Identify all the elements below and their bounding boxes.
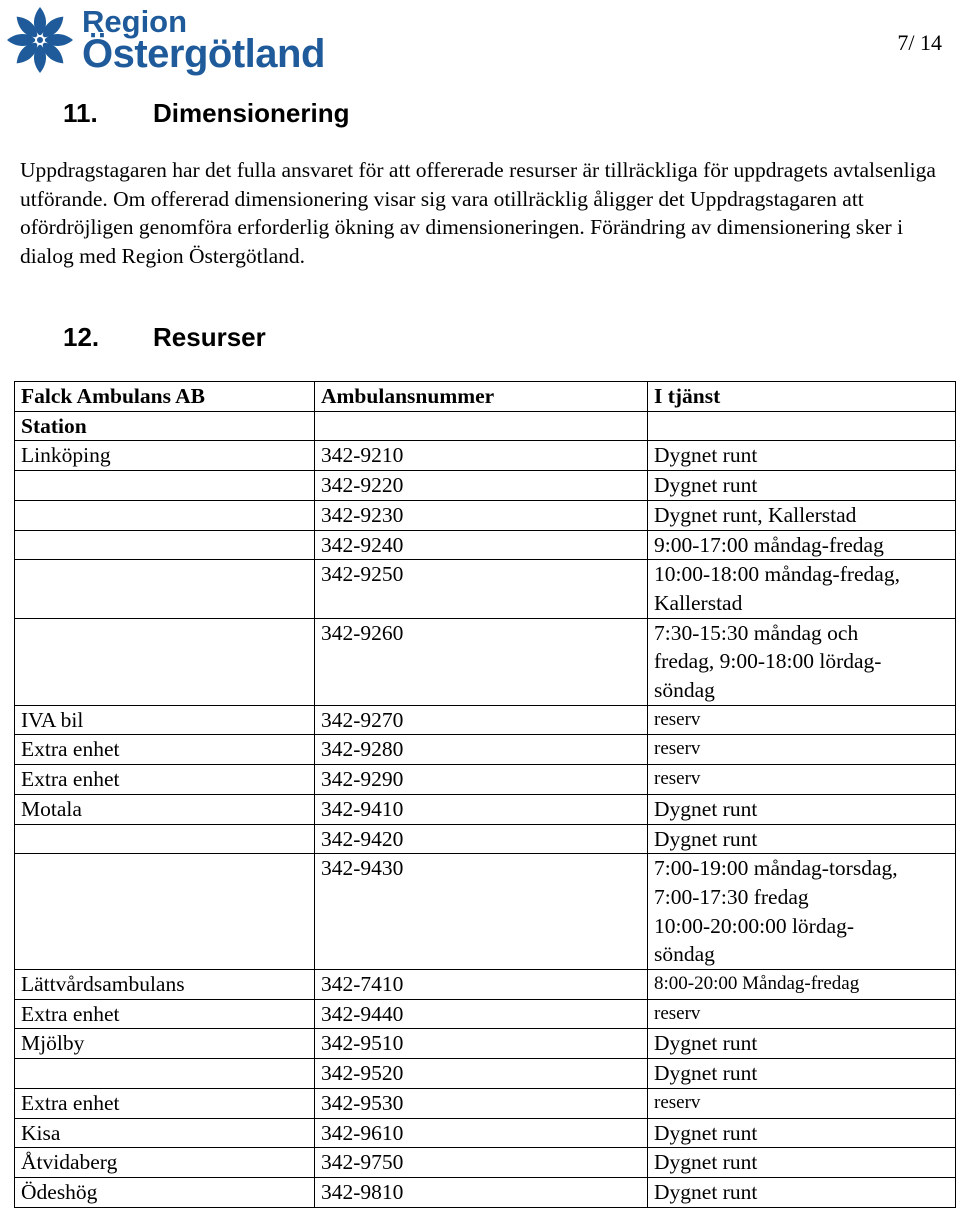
header-cell-company: Falck Ambulans AB: [15, 382, 315, 412]
ambulance-number-cell: 342-7410: [315, 970, 648, 1000]
station-cell: Linköping: [15, 441, 315, 471]
empty-cell: [315, 411, 648, 441]
station-cell: Åtvidaberg: [15, 1148, 315, 1178]
service-hours-cell: Dygnet runt, Kallerstad: [648, 500, 956, 530]
section-number: 11.: [63, 98, 98, 128]
station-cell: Mjölby: [15, 1029, 315, 1059]
table-row: [15, 1118, 956, 1148]
section-11-paragraph: Uppdragstagaren har det fulla ansvaret för att offererade resurser är tillräckliga för uppdragets avtalsenliga utförande. Om offererad dimensionering visar sig vara otillräcklig åligger det Uppdragstagaren att ofördröjligen genomföra erforderlig ökning av dimensioneringen. Förändring av dimensionering sker i dialog med Region Östergötland.: [20, 158, 936, 268]
table-row: [15, 1177, 956, 1207]
section-12-heading: [63, 322, 266, 353]
station-cell: Extra enhet: [15, 765, 315, 795]
ambulance-number-cell: 342-9810: [315, 1177, 648, 1207]
station-cell: IVA bil: [15, 705, 315, 735]
ambulance-number-cell: 342-9220: [315, 471, 648, 501]
table-header-row: [15, 382, 956, 412]
header-cell-number: Ambulansnummer: [315, 382, 648, 412]
table-row: [15, 794, 956, 824]
station-cell: [15, 530, 315, 560]
empty-cell: [648, 411, 956, 441]
station-cell: [15, 618, 315, 705]
station-cell: Lättvårdsambulans: [15, 970, 315, 1000]
ambulance-number-cell: 342-9430: [315, 854, 648, 970]
header-cell-station: Station: [15, 411, 315, 441]
ambulance-number-cell: 342-9510: [315, 1029, 648, 1059]
table-row: [15, 618, 956, 705]
table-row: [15, 970, 956, 1000]
table-row: [15, 441, 956, 471]
service-hours-cell: Dygnet runt: [648, 471, 956, 501]
service-hours-cell: Dygnet runt: [648, 441, 956, 471]
section-title: Resurser: [153, 322, 266, 352]
ambulance-number-cell: 342-9240: [315, 530, 648, 560]
logo-region-text: Region: [82, 4, 188, 39]
station-cell: Extra enhet: [15, 1088, 315, 1118]
service-hours-cell: 8:00-20:00 Måndag-fredag: [648, 970, 956, 1000]
ambulance-number-cell: 342-9280: [315, 735, 648, 765]
service-hours-cell: reserv: [648, 1088, 956, 1118]
table-row: [15, 560, 956, 618]
service-hours-cell: 9:00-17:00 måndag-fredag: [648, 530, 956, 560]
ambulance-number-cell: 342-9290: [315, 765, 648, 795]
section-title: Dimensionering: [153, 98, 350, 128]
ambulance-number-cell: 342-9210: [315, 441, 648, 471]
ambulance-number-cell: 342-9440: [315, 999, 648, 1029]
station-cell: Motala: [15, 794, 315, 824]
station-cell: [15, 500, 315, 530]
ambulance-number-cell: 342-9420: [315, 824, 648, 854]
station-cell: Extra enhet: [15, 735, 315, 765]
table-row: [15, 471, 956, 501]
ambulance-number-cell: 342-9270: [315, 705, 648, 735]
service-hours-cell: Dygnet runt: [648, 824, 956, 854]
station-cell: [15, 854, 315, 970]
header-cell-service: I tjänst: [648, 382, 956, 412]
ambulance-number-cell: 342-9260: [315, 618, 648, 705]
station-cell: [15, 824, 315, 854]
ambulance-number-cell: 342-9530: [315, 1088, 648, 1118]
table-row: [15, 824, 956, 854]
ambulance-number-cell: 342-9610: [315, 1118, 648, 1148]
service-hours-cell: 7:30-15:30 måndag och fredag, 9:00-18:00 lördag- söndag: [648, 618, 956, 705]
service-hours-cell: Dygnet runt: [648, 794, 956, 824]
region-logo: [2, 4, 325, 76]
ambulance-number-cell: 342-9250: [315, 560, 648, 618]
table-row: [15, 1148, 956, 1178]
table-row: [15, 1029, 956, 1059]
service-hours-cell: 10:00-18:00 måndag-fredag, Kallerstad: [648, 560, 956, 618]
service-hours-cell: Dygnet runt: [648, 1118, 956, 1148]
logo-flower-icon: [2, 4, 78, 76]
table-row: [15, 765, 956, 795]
table-row: [15, 735, 956, 765]
service-hours-cell: Dygnet runt: [648, 1148, 956, 1178]
service-hours-cell: Dygnet runt: [648, 1177, 956, 1207]
service-hours-cell: reserv: [648, 999, 956, 1029]
table-row: [15, 705, 956, 735]
ambulance-number-cell: 342-9410: [315, 794, 648, 824]
station-cell: Kisa: [15, 1118, 315, 1148]
logo-name-text: Östergötland: [82, 32, 325, 76]
station-cell: Extra enhet: [15, 999, 315, 1029]
service-hours-cell: Dygnet runt: [648, 1029, 956, 1059]
ambulance-number-cell: 342-9520: [315, 1059, 648, 1089]
table-row: [15, 999, 956, 1029]
station-cell: Ödeshög: [15, 1177, 315, 1207]
resources-table: [14, 381, 956, 1208]
service-hours-cell: reserv: [648, 735, 956, 765]
section-number: 12.: [63, 322, 100, 352]
service-hours-cell: 7:00-19:00 måndag-torsdag, 7:00-17:30 fredag 10:00-20:00:00 lördag- söndag: [648, 854, 956, 970]
table-row: [15, 1088, 956, 1118]
service-hours-cell: reserv: [648, 765, 956, 795]
ambulance-number-cell: 342-9750: [315, 1148, 648, 1178]
service-hours-cell: reserv: [648, 705, 956, 735]
section-11-heading: [63, 98, 349, 129]
table-row: [15, 500, 956, 530]
ambulance-number-cell: 342-9230: [315, 500, 648, 530]
table-subheader-row: [15, 411, 956, 441]
table-row: [15, 854, 956, 970]
station-cell: [15, 471, 315, 501]
station-cell: [15, 560, 315, 618]
page-number: 7/ 14: [897, 30, 942, 55]
table-row: [15, 530, 956, 560]
table-row: [15, 1059, 956, 1089]
station-cell: [15, 1059, 315, 1089]
service-hours-cell: Dygnet runt: [648, 1059, 956, 1089]
